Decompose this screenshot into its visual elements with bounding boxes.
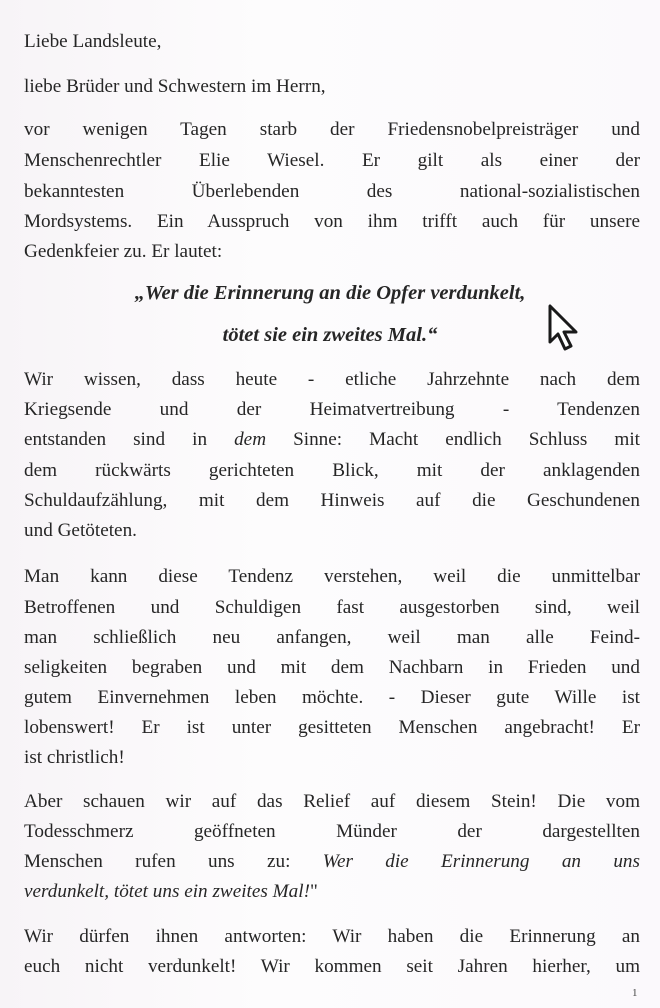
quote-line: „Wer die Erinnerung an die Opfer verdunkelt, <box>134 282 526 304</box>
page-number: 1 <box>632 987 638 999</box>
paragraph-line: Wir wissen, dass heute - etliche Jahrzehnte nach dem <box>24 369 640 390</box>
paragraph-line: seligkeiten begraben und mit dem Nachbarn in Frieden und <box>24 657 640 678</box>
paragraph-line <box>24 880 640 904</box>
salutation-line: liebe Brüder und Schwestern im Herrn, <box>24 76 326 97</box>
paragraph-line: Mordsystems. Ein Ausspruch von ihm trifft auch für unsere <box>24 211 640 232</box>
text-span: " <box>309 881 318 902</box>
text-span: Menschen rufen uns zu: <box>24 851 323 872</box>
paragraph-line: Aber schauen wir auf das Relief auf diesem Stein! Die vom <box>24 791 640 812</box>
paragraph-line: bekanntesten Überlebenden des national-sozialistischen <box>24 181 640 202</box>
paragraph-line <box>24 850 640 874</box>
paragraph-line: Wir dürfen ihnen antworten: Wir haben die Erinnerung an <box>24 926 640 947</box>
paragraph-line: Gedenkfeier zu. Er lautet: <box>24 241 223 262</box>
paragraph-line: euch nicht verdunkelt! Wir kommen seit Jahren hierher, um <box>24 956 640 977</box>
emphasis-text: dem <box>234 429 267 450</box>
paragraph-line: Schuldaufzählung, mit dem Hinweis auf die Geschundenen <box>24 490 640 511</box>
paragraph-line: dem rückwärts gerichteten Blick, mit der anklagenden <box>24 460 640 481</box>
text-span: Sinne: Macht endlich Schluss mit <box>266 429 640 450</box>
text-span: entstanden sind in <box>24 429 235 450</box>
italic-quote-text: verdunkelt, tötet uns ein zweites Mal! <box>24 881 310 902</box>
quote-line: tötet sie ein zweites Mal.“ <box>222 324 438 346</box>
mouse-pointer-icon <box>544 302 588 354</box>
paragraph-line <box>24 428 640 452</box>
paragraph-line: gutem Einvernehmen leben möchte. - Dieser gute Wille ist <box>24 687 640 708</box>
paragraph-line: Betroffenen und Schuldigen fast ausgestorben sind, weil <box>24 597 640 618</box>
paragraph-line: Man kann diese Tendenz verstehen, weil die unmittelbar <box>24 566 640 587</box>
paragraph-line: man schließlich neu anfangen, weil man alle Feind- <box>24 627 640 648</box>
paragraph-line: ist christlich! <box>24 747 125 768</box>
paragraph-line: und Getöteten. <box>24 520 137 541</box>
paragraph-line: Kriegsende und der Heimatvertreibung - Tendenzen <box>24 399 640 420</box>
paragraph-line: lobenswert! Er ist unter gesitteten Menschen angebracht! Er <box>24 717 640 738</box>
paragraph-line: vor wenigen Tagen starb der Friedensnobelpreisträger und <box>24 119 640 140</box>
salutation-line: Liebe Landsleute, <box>24 31 162 52</box>
paragraph-line: Todesschmerz geöffneten Münder der dargestellten <box>24 821 640 842</box>
paragraph-line: Menschenrechtler Elie Wiesel. Er gilt als einer der <box>24 150 640 171</box>
italic-quote-text: Wer die Erinnerung an uns <box>322 851 640 872</box>
